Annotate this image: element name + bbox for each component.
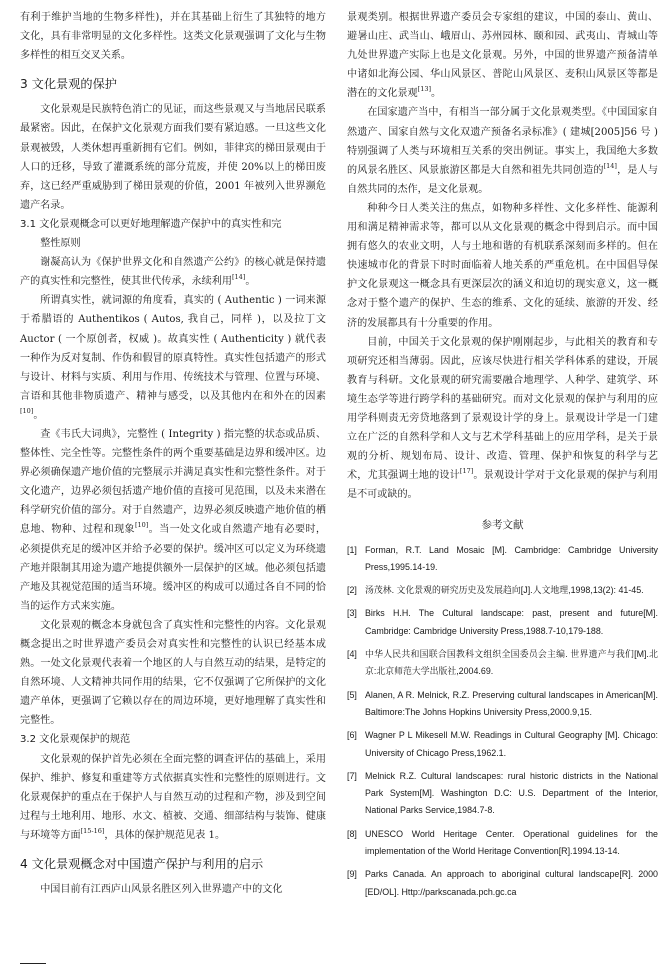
paragraph-3-1-3 — [20, 425, 326, 616]
section-3-paragraph: 文化景观是民族特色消亡的见证，而这些景观又与当地居民联系最紧密。因此，在保护文化景观方面我们要有紧迫感。一旦这些文化景观被毁，人类休想再重新拥有它们。例如，菲律宾的梯田景观由于人口的迁移，导致了灌溉系统的部分荒废，并使 20%以上的梯田废弃，这已经严重威胁到了梯田景观的价值，2001 年被列入世界濒危遗产名录。 — [20, 104, 326, 211]
paragraph-3-2-1 — [20, 750, 326, 845]
text: 。 — [245, 276, 256, 288]
references-heading: 参考文献 — [481, 519, 524, 532]
text: 景观类别。根据世界遗产委员会专家组的建议，中国的泰山、黄山、避暑山庄、武当山、峨眉山、苏州园林、颐和园、武夷山、青城山等九处世界遗产实际上也是文化景观。另外，中国的世界遗产预备清单中诸如北海公园、华山风景区、普陀山风景区、麦积山风景区等都是潜在的文化景观 — [347, 12, 658, 100]
paragraph-3-1-2 — [20, 291, 326, 425]
reference-number: [7] — [347, 770, 357, 781]
reference-item — [347, 866, 658, 901]
reference-item — [347, 605, 658, 640]
reference-number: [1] — [347, 544, 357, 555]
citation: [14] — [231, 273, 246, 282]
text: 。景观设计学对于文化景观的保护与利用是不可或缺的。 — [347, 470, 659, 501]
intro-paragraph: 有利于维护当地的生物多样性)，并在其基础上衍生了其独特的地方文化，具有非常明显的文化多样性。这类文化景观强调了文化与生物多样性的相互交叉关系。 — [20, 12, 326, 62]
reference-text: 汤茂林. 文化景观的研究历史及发展趋向[J].人文地理,1998,13(2): 41-45. — [365, 585, 644, 596]
text: ，是人与自然共同的杰作，是文化景观。 — [347, 164, 659, 195]
references-list — [347, 542, 658, 901]
paragraph-3-1-4: 文化景观的概念本身就包含了真实性和完整性的内容。文化景观概念提出之时世界遗产委员会对真实性和完整性的认识已经基本成熟。一处文化景观代表着一个地区的人与自然互动的结果，是特定的自然环境、人文精神共同作用的结果，它不仅强调了它所保护的文化遗产单体，更强调了它赖以存在的周边环境，更好地理解了真实性和完整性。 — [20, 619, 326, 727]
section-4-heading: 4 文化景观概念对中国遗产保护与利用的启示 — [20, 857, 264, 872]
reference-text: Melnick R.Z. Cultural landscapes: rural historic districts in the National Park System[M]. Washington D.C: U.S. Department of the Interior, National Parks Service,1984.7-8. — [365, 770, 658, 816]
reference-number: [9] — [347, 869, 357, 880]
reference-text: Forman, R.T. Land Mosaic [M]. Cambridge: Cambridge University Press,1995.14-19. — [365, 544, 658, 572]
text: 文化景观的保护首先必须在全面完整的调查评估的基础上，采用保护、维护、修复和重建等方式依据真实性和完整性的原则进行。文化景观保护的重点在于保护人与自然互动的过程和产物，涉及到空间过程与土地利用、地形、水文、植被、交通、细部结构与装饰、健康与环境等方面 — [20, 753, 326, 841]
text: 。 — [431, 88, 442, 100]
reference-text: UNESCO World Heritage Center. Operational guidelines for the implementation of the World Heritage Convention[R].1994.13-14. — [365, 828, 658, 856]
text: 谢凝高认为《保护世界文化和自然遗产公约》的核心就是保持遗产的真实性和完整性，使其世代传承，永续利用 — [20, 257, 326, 288]
reference-item — [347, 727, 658, 762]
paragraph-r2 — [347, 103, 658, 198]
reference-text: Wagner P L Mikesell M.W. Readings in Cultural Geography [M]. Chicago: University of Chicago Press,1962.1. — [365, 730, 658, 758]
paragraph-r4 — [347, 333, 658, 505]
text: 在国家遗产当中，有相当一部分属于文化景观类型。《中国国家自然遗产、国家自然与文化双遗产预备名录标准》( 建城[2005]56 号 ) 特别强调了人类与环境相互关系的突出例证。事实上，我国绝大多数的风景名胜区、风景旅游区都是大自然和祖先共同创造的 — [347, 107, 658, 176]
text: 查《韦氏大词典》，完整性 ( Integrity ) 指完整的状态或品质、整体性、完全性等。完整性条件的两个重要基础是边界和缓冲区。边界必须确保遗产地价值的完整展示并满足真实性和完整性条件。对于文化遗产，边界必须包括遗产地价值的直接可见范围，以及未来潜在科学研究价值的部分。对于自然遗产，边界必须反映遗产地价值的栖息地、物种、过程和现象 — [20, 428, 326, 536]
reference-item — [347, 582, 658, 599]
footnote-divider — [20, 963, 46, 964]
reference-item — [347, 826, 658, 861]
reference-number: [5] — [347, 689, 357, 700]
text: 。当一处文化或自然遗产地有必要时，必须提供充足的缓冲区并给予必要的保护。缓冲区可以定义为环绕遗产地并限制其用途为遗产地提供额外一层保护的区域。他必须包括遗产地及其视觉范围的适当环境。缓冲区的构成可以通过各自不同的恰当的运作方式来实施。 — [20, 524, 327, 612]
citation: [13] — [417, 85, 431, 94]
reference-number: [6] — [347, 730, 357, 741]
subsection-3-1-heading-line2: 整性原则 — [40, 238, 81, 250]
citation: [14] — [603, 161, 617, 170]
reference-number: [2] — [347, 585, 357, 596]
reference-item — [347, 768, 658, 820]
paragraph-r1 — [347, 8, 658, 103]
citation: [10] — [20, 406, 34, 415]
reference-item — [347, 646, 658, 681]
text: ，具体的保护规范见表 1。 — [104, 829, 226, 841]
reference-item — [347, 687, 658, 722]
reference-item — [347, 542, 658, 577]
reference-text: Parks Canada. An approach to aboriginal cultural landscape[R]. 2000 [ED/OL]. Http://parkscanada.pch.gc.ca — [365, 869, 658, 897]
text: 所谓真实性，就词源的角度看，真实的 ( Authentic ) 一词来源于希腊语的 Authentikos ( Autos, 我自己，同样 )，以及拉丁文 Auctor ( 一个原创者，权威 )。故真实性 ( Authenticity ) 就代表一种作为反对复制、作伪和假冒的原真特性。真实性包括遗产的形式与设计、材料与实质、利用与作用、传统技术与管理、位置与环境、言语和其他非物质遗产、精神与感受，以及其他内在和外在的因素 — [20, 295, 326, 402]
paragraph-3-1-1 — [20, 253, 326, 291]
reference-number: [8] — [347, 828, 357, 839]
subsection-3-1-heading-line1: 3.1 文化景观概念可以更好地理解遗产保护中的真实性和完 — [20, 218, 282, 230]
subsection-3-1-heading — [20, 215, 326, 253]
citation: [17] — [459, 467, 474, 476]
citation: [15-16] — [80, 826, 105, 835]
reference-number: [3] — [347, 608, 357, 619]
reference-text: 中华人民共和国联合国教科文组织全国委员会主编. 世界遗产与我们[M].北京:北京师范大学出版社,2004.69. — [365, 649, 658, 677]
reference-text: Alanen, A R. Melnick, R.Z. Preserving cultural landscapes in American[M]. Baltimore:The Johns Hopkins University Press,2000.9,15. — [365, 689, 658, 717]
left-column — [20, 8, 326, 899]
section-4-paragraph: 中国目前有江西庐山风景名胜区列入世界遗产中的文化 — [40, 884, 283, 896]
citation: [10] — [134, 521, 149, 530]
right-column — [347, 8, 658, 907]
section-3-heading: 3 文化景观的保护 — [20, 77, 117, 92]
reference-number: [4] — [347, 649, 357, 660]
reference-text: Birks H.H. The Cultural landscape: past, present and future[M]. Cambridge: Cambridge University Press,1988.7-10,179-188. — [365, 608, 658, 636]
text: 目前，中国关于文化景观的保护刚刚起步，与此相关的教育和专项研究还相当薄弱。因此，应该尽快进行相关学科体系的建设，开展教育与科研。文化景观的研究需要融合地理学、人种学、建筑学、环境生态学等进行跨学科的基础研究。而对文化景观的保护与利用的应用学科则责无旁贷地落到了景观设计学的身上。景观设计学是一门建立在广泛的自然科学和人文与艺术学科基础上的应用学科，是关于景观的分析、规划布局、设计、改造、管理、保护和恢复的科学与艺术，尤其强调土地的设计 — [347, 336, 658, 482]
text: 。 — [33, 409, 44, 421]
subsection-3-2-heading: 3.2 文化景观保护的规范 — [20, 734, 131, 746]
paragraph-r3: 种种今日人类关注的焦点，如物种多样性、文化多样性、能源利用和满足精神需求等，都可以从文化景观的概念中得到启示。而中国拥有悠久的农业文明，人与土地和谐的有机联系深刻而多样的。但在快速城市化的背景下时时面临着人地关系的严重危机。在中国倡导保护文化景观这一概念具有更深层次的涵义和迫切的现实意义，这一概念对于整个遗产的保护、生态的维系、文化的延续、旅游的开发、经济的发展都具有十分重要的作用。 — [347, 202, 658, 329]
